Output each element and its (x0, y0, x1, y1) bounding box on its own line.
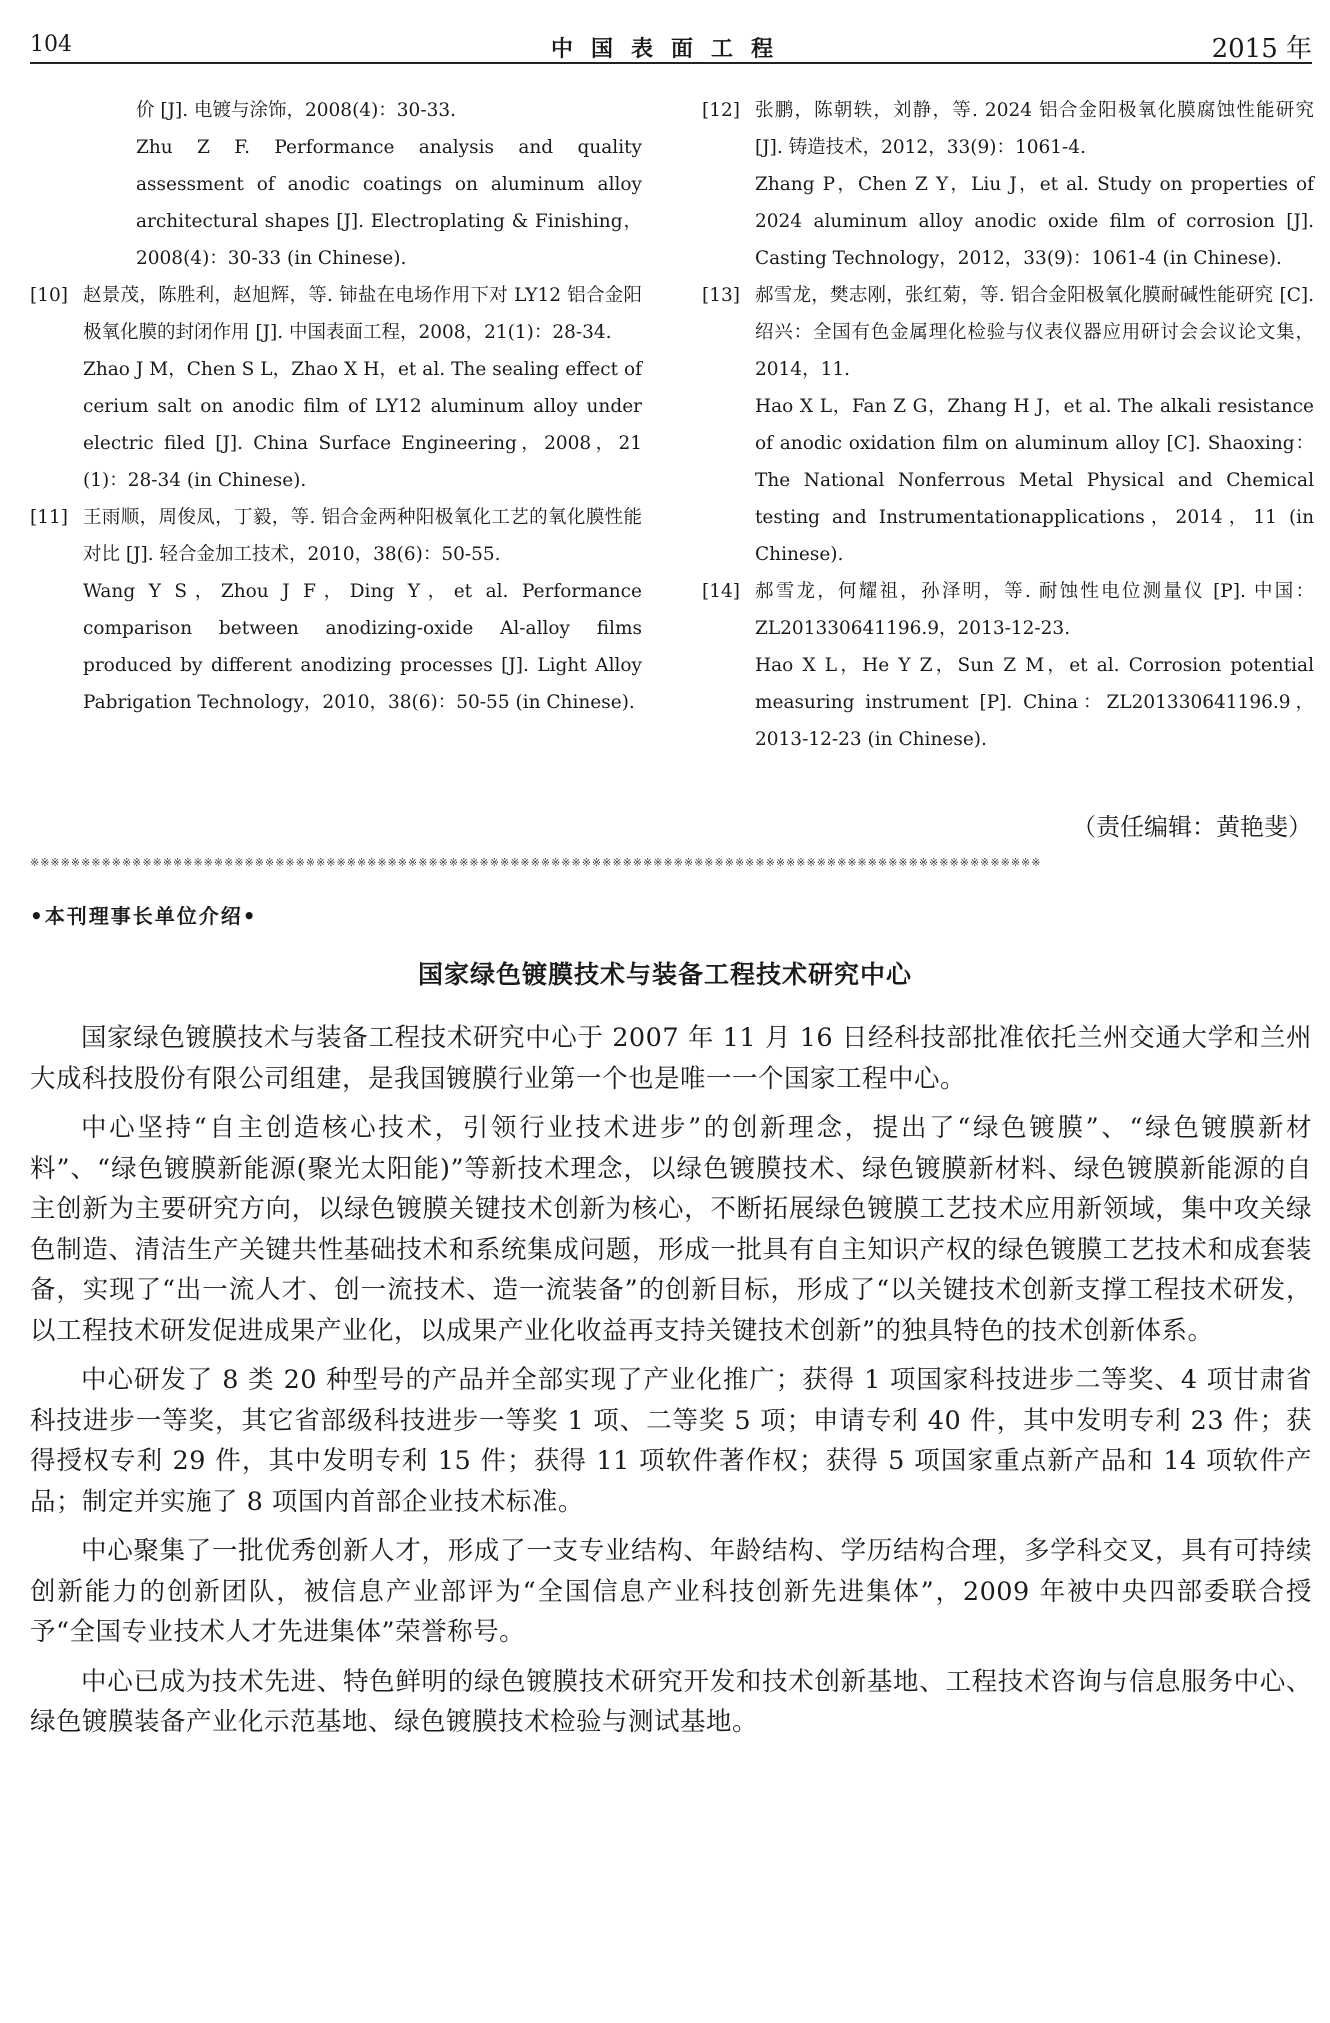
references-right-column (702, 92, 1314, 758)
references-left-column (30, 92, 642, 721)
reference-9-continued (30, 92, 642, 277)
ref-12-en: Zhang P，Chen Z Y，Liu J，et al. Study on properties of 2024 aluminum alloy anodic oxide film of corrosion [J]. Casting Technology，2012，33(9)：1061-4 (in Chinese). (755, 174, 1314, 269)
ref-11-en: Wang Y S，Zhou J F，Ding Y，et al. Performance comparison between anodizing-oxide Al-alloy films produced by different anodizing processes [J]. Light Alloy Pabrigation Technology，2010，38(6)：50-55 (in Chinese). (83, 581, 642, 713)
article-body (30, 1018, 1312, 1752)
journal-name: 中国表面工程 (550, 36, 791, 62)
ref-13-en: Hao X L，Fan Z G，Zhang H J，et al. The alkali resistance of anodic oxidation film on aluminum alloy [C]. Shaoxing：The National Nonferrous Metal Physical and Chemical testing and Instrumentationapplications，2014，11 (in Chinese). (755, 396, 1314, 565)
paragraph-5: 中心已成为技术先进、特色鲜明的绿色镀膜技术研究开发和技术创新基地、工程技术咨询与信息服务中心、绿色镀膜装备产业化示范基地、绿色镀膜技术检验与测试基地。 (30, 1666, 1312, 1737)
ref-14-en: Hao X L，He Y Z，Sun Z M，et al. Corrosion potential measuring instrument [P]. China：ZL201330641196.9，2013-12-23 (in Chinese). (755, 655, 1314, 750)
reference-11 (30, 499, 642, 721)
ref-14-number: [14] (702, 581, 740, 602)
article-title: 国家绿色镀膜技术与装备工程技术研究中心 (417, 960, 912, 989)
ref-14-cn: 郝雪龙，何耀祖，孙泽明，等. 耐蚀性电位测量仪 [P]. 中国：ZL201330641196.9，2013-12-23. (755, 581, 1314, 639)
ref-12-number: [12] (702, 100, 740, 121)
column-label: •本刊理事长单位介绍• (30, 904, 258, 928)
ref-10-cn: 赵景茂，陈胜利，赵旭辉，等. 铈盐在电场作用下对 LY12 铝合金阳极氧化膜的封闭作用 [J]. 中国表面工程，2008，21(1)：28-34. (83, 285, 642, 343)
responsible-editor: （责任编辑：黄艳斐） (1072, 813, 1312, 841)
ref-10-en: Zhao J M，Chen S L，Zhao X H，et al. The sealing effect of cerium salt on anodic film of LY12 aluminum alloy under electric filed [J]. China Surface Engineering，2008，21 (1)：28-34 (in Chinese). (83, 359, 642, 491)
running-header (30, 28, 1312, 64)
paragraph-4: 中心聚集了一批优秀创新人才，形成了一支专业结构、年龄结构、学历结构合理，多学科交叉，具有可持续创新能力的创新团队，被信息产业部评为“全国信息产业科技创新先进集体”，2009 年被中央四部委联合授予“全国专业技术人才先进集体”荣誉称号。 (30, 1536, 1312, 1647)
reference-10 (30, 277, 642, 499)
ref-9-en: Zhu Z F. Performance analysis and quality assessment of anodic coatings on aluminum alloy architectural shapes [J]. Electroplating & Finishing，2008(4)：30-33 (in Chinese). (136, 137, 642, 269)
paragraph-1: 国家绿色镀膜技术与装备工程技术研究中心于 2007 年 11 月 16 日经科技部批准依托兰州交通大学和兰州大成科技股份有限公司组建，是我国镀膜行业第一个也是唯一一个国家工程中心。 (30, 1023, 1312, 1094)
ref-11-number: [11] (30, 507, 68, 528)
ref-10-number: [10] (30, 285, 68, 306)
issue-year: 2015 年 (1211, 34, 1312, 64)
reference-12 (702, 92, 1314, 277)
reference-13 (702, 277, 1314, 573)
ref-13-number: [13] (702, 285, 740, 306)
ref-13-cn: 郝雪龙，樊志刚，张红菊，等. 铝合金阳极氧化膜耐碱性能研究 [C]. 绍兴：全国有色金属理化检验与仪表仪器应用研讨会会议论文集，2014，11. (755, 285, 1314, 380)
ref-12-cn: 张鹏，陈朝轶，刘静，等. 2024 铝合金阳极氧化膜腐蚀性能研究 [J]. 铸造技术，2012，33(9)：1061-4. (755, 100, 1314, 158)
ref-9-cn-tail: 价 [J]. 电镀与涂饰，2008(4)：30-33. (136, 100, 456, 121)
paragraph-2: 中心坚持“自主创造核心技术，引领行业技术进步”的创新理念，提出了“绿色镀膜”、“绿色镀膜新材料”、“绿色镀膜新能源(聚光太阳能)”等新技术理念，以绿色镀膜技术、绿色镀膜新材料、绿色镀膜新能源的自主创新为主要研究方向，以绿色镀膜关键技术创新为核心，不断拓展绿色镀膜工艺技术应用新领域，集中攻关绿色制造、清洁生产关键共性基础技术和系统集成问题，形成一批具有自主知识产权的绿色镀膜工艺技术和成套装备，实现了“出一流人才、创一流技术、造一流装备”的创新目标，形成了“以关键技术创新支撑工程技术研发，以工程技术研发促进成果产业化，以成果产业化收益再支持关键技术创新”的独具特色的技术创新体系。 (30, 1113, 1312, 1346)
reference-14 (702, 573, 1314, 758)
ornamental-divider: ※※※※※※※※※※※※※※※※※※※※※※※※※※※※※※※※※※※※※※※※※※※※※※※※※※※※※※※※※※※※※※※※※※※※※※※※※※※※※※※※※※※※※※※※※※※※※※※※※※※ (30, 858, 1042, 868)
ref-11-cn: 王雨顺，周俊凤，丁毅，等. 铝合金两种阳极氧化工艺的氧化膜性能对比 [J]. 轻合金加工技术，2010，38(6)：50-55. (83, 507, 642, 565)
paragraph-3: 中心研发了 8 类 20 种型号的产品并全部实现了产业化推广；获得 1 项国家科技进步二等奖、4 项甘肃省科技进步一等奖，其它省部级科技进步一等奖 1 项、二等奖 5 项；申请专利 40 件，其中发明专利 23 件；获得授权专利 29 件，其中发明专利 15 件；获得 11 项软件著作权；获得 5 项国家重点新产品和 14 项软件产品；制定并实施了 8 项国内首部企业技术标准。 (30, 1365, 1312, 1517)
page-number: 104 (30, 32, 72, 57)
